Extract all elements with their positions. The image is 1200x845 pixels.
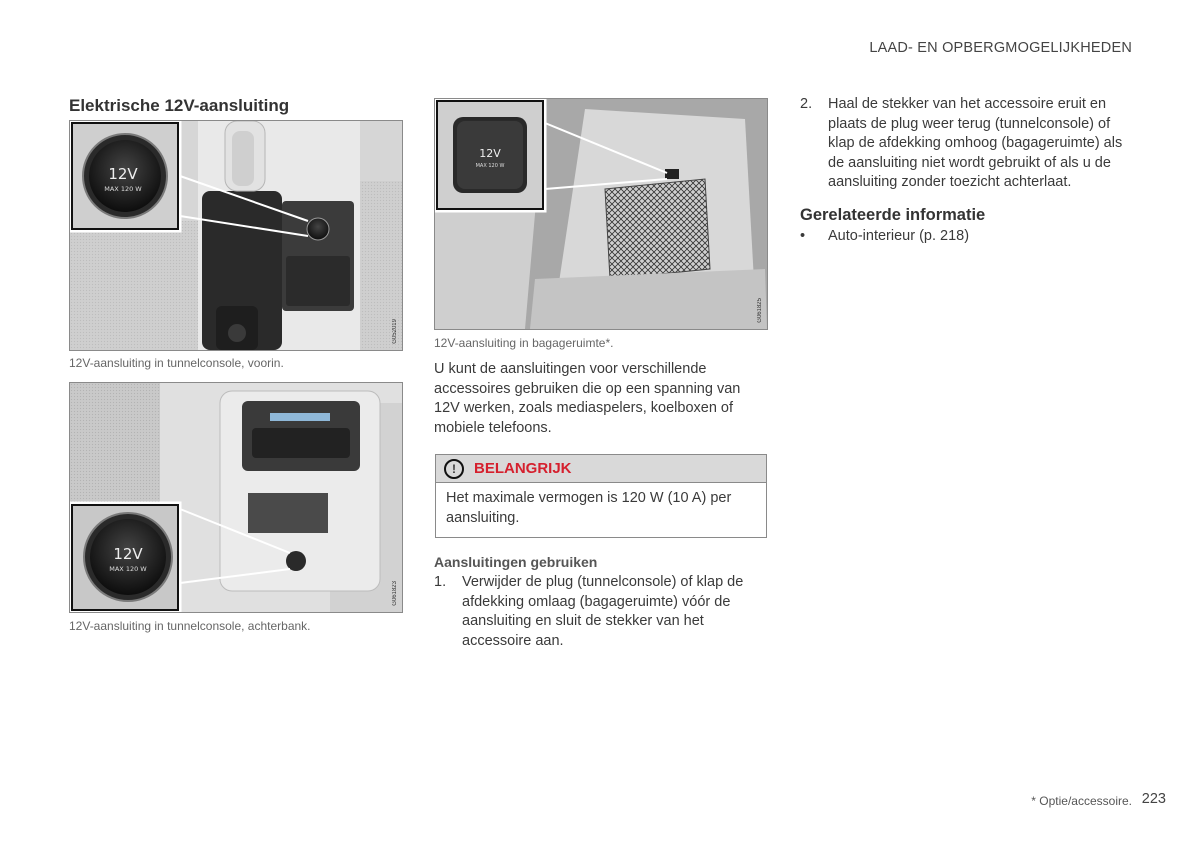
cargo-area-photo [435,99,767,329]
image-code: G061823 [392,581,398,606]
front-console-photo [70,121,402,350]
notice-text: Het maximale vermogen is 120 W (10 A) per aansluiting. [446,490,732,526]
socket-label-12v: 12V [113,545,143,563]
list-item [800,95,1132,193]
figure-caption-rear: 12V-aansluiting in tunnelconsole, achterbank. [69,619,311,633]
step-number: 1. [434,574,447,590]
intro-paragraph: U kunt de aansluitingen voor verschillende accessoires gebruiken die op een spanning van 12V werken, zoals mediaspelers, koelboxen of mobiele telefoons. [434,361,741,436]
related-heading: Gerelateerde informatie [800,206,986,224]
section-title: Elektrische 12V-aansluiting [69,96,290,115]
page-number: 223 [1141,791,1166,807]
rear-console-photo [70,383,402,612]
list-item [434,573,766,651]
related-item [800,227,969,247]
socket-label-max: MAX 120 W [109,565,147,573]
bullet: • [800,228,806,244]
socket-label-max: MAX 120 W [475,163,505,169]
usage-heading: Aansluitingen gebruiken [434,554,598,570]
important-notice [435,454,767,538]
related-link[interactable]: Auto-interieur (p. 218) [828,228,970,244]
step-number: 2. [800,96,813,112]
socket-label-12v: 12V [108,165,138,183]
notice-title: BELANGRIJK [474,460,572,477]
step-text: Verwijder de plug (tunnelconsole) of klap de afdekking omlaag (bagageruimte) vóór de aansluiting en sluit de stekker van het accessoire aan. [462,574,744,649]
socket-label-max: MAX 120 W [104,185,142,193]
running-header: LAAD- EN OPBERGMOGELIJKHEDEN [869,40,1132,56]
figure-front-console [69,120,403,351]
notice-header [436,455,766,483]
footnote: * Optie/accessoire. [1031,794,1132,808]
figure-caption-cargo: 12V-aansluiting in bagageruimte*. [434,336,614,350]
figure-rear-console [69,382,403,613]
usage-steps-part1 [434,573,766,651]
image-code: G061825 [757,298,763,323]
figure-caption-front: 12V-aansluiting in tunnelconsole, voorin. [69,356,284,370]
figure-cargo-area [434,98,768,330]
step-text: Haal de stekker van het accessoire eruit en plaats de plug weer terug (tunnelconsole) of klap de afdekking omhoog (bagageruimte) als de aansluiting niet wordt gebruikt of als u de aansluiting zonder toezicht achterlaat. [828,96,1123,190]
socket-label-12v: 12V [479,147,501,160]
usage-steps-part2 [800,95,1132,193]
exclamation-circle-icon: ! [444,459,464,479]
image-code: G052019 [392,319,398,344]
